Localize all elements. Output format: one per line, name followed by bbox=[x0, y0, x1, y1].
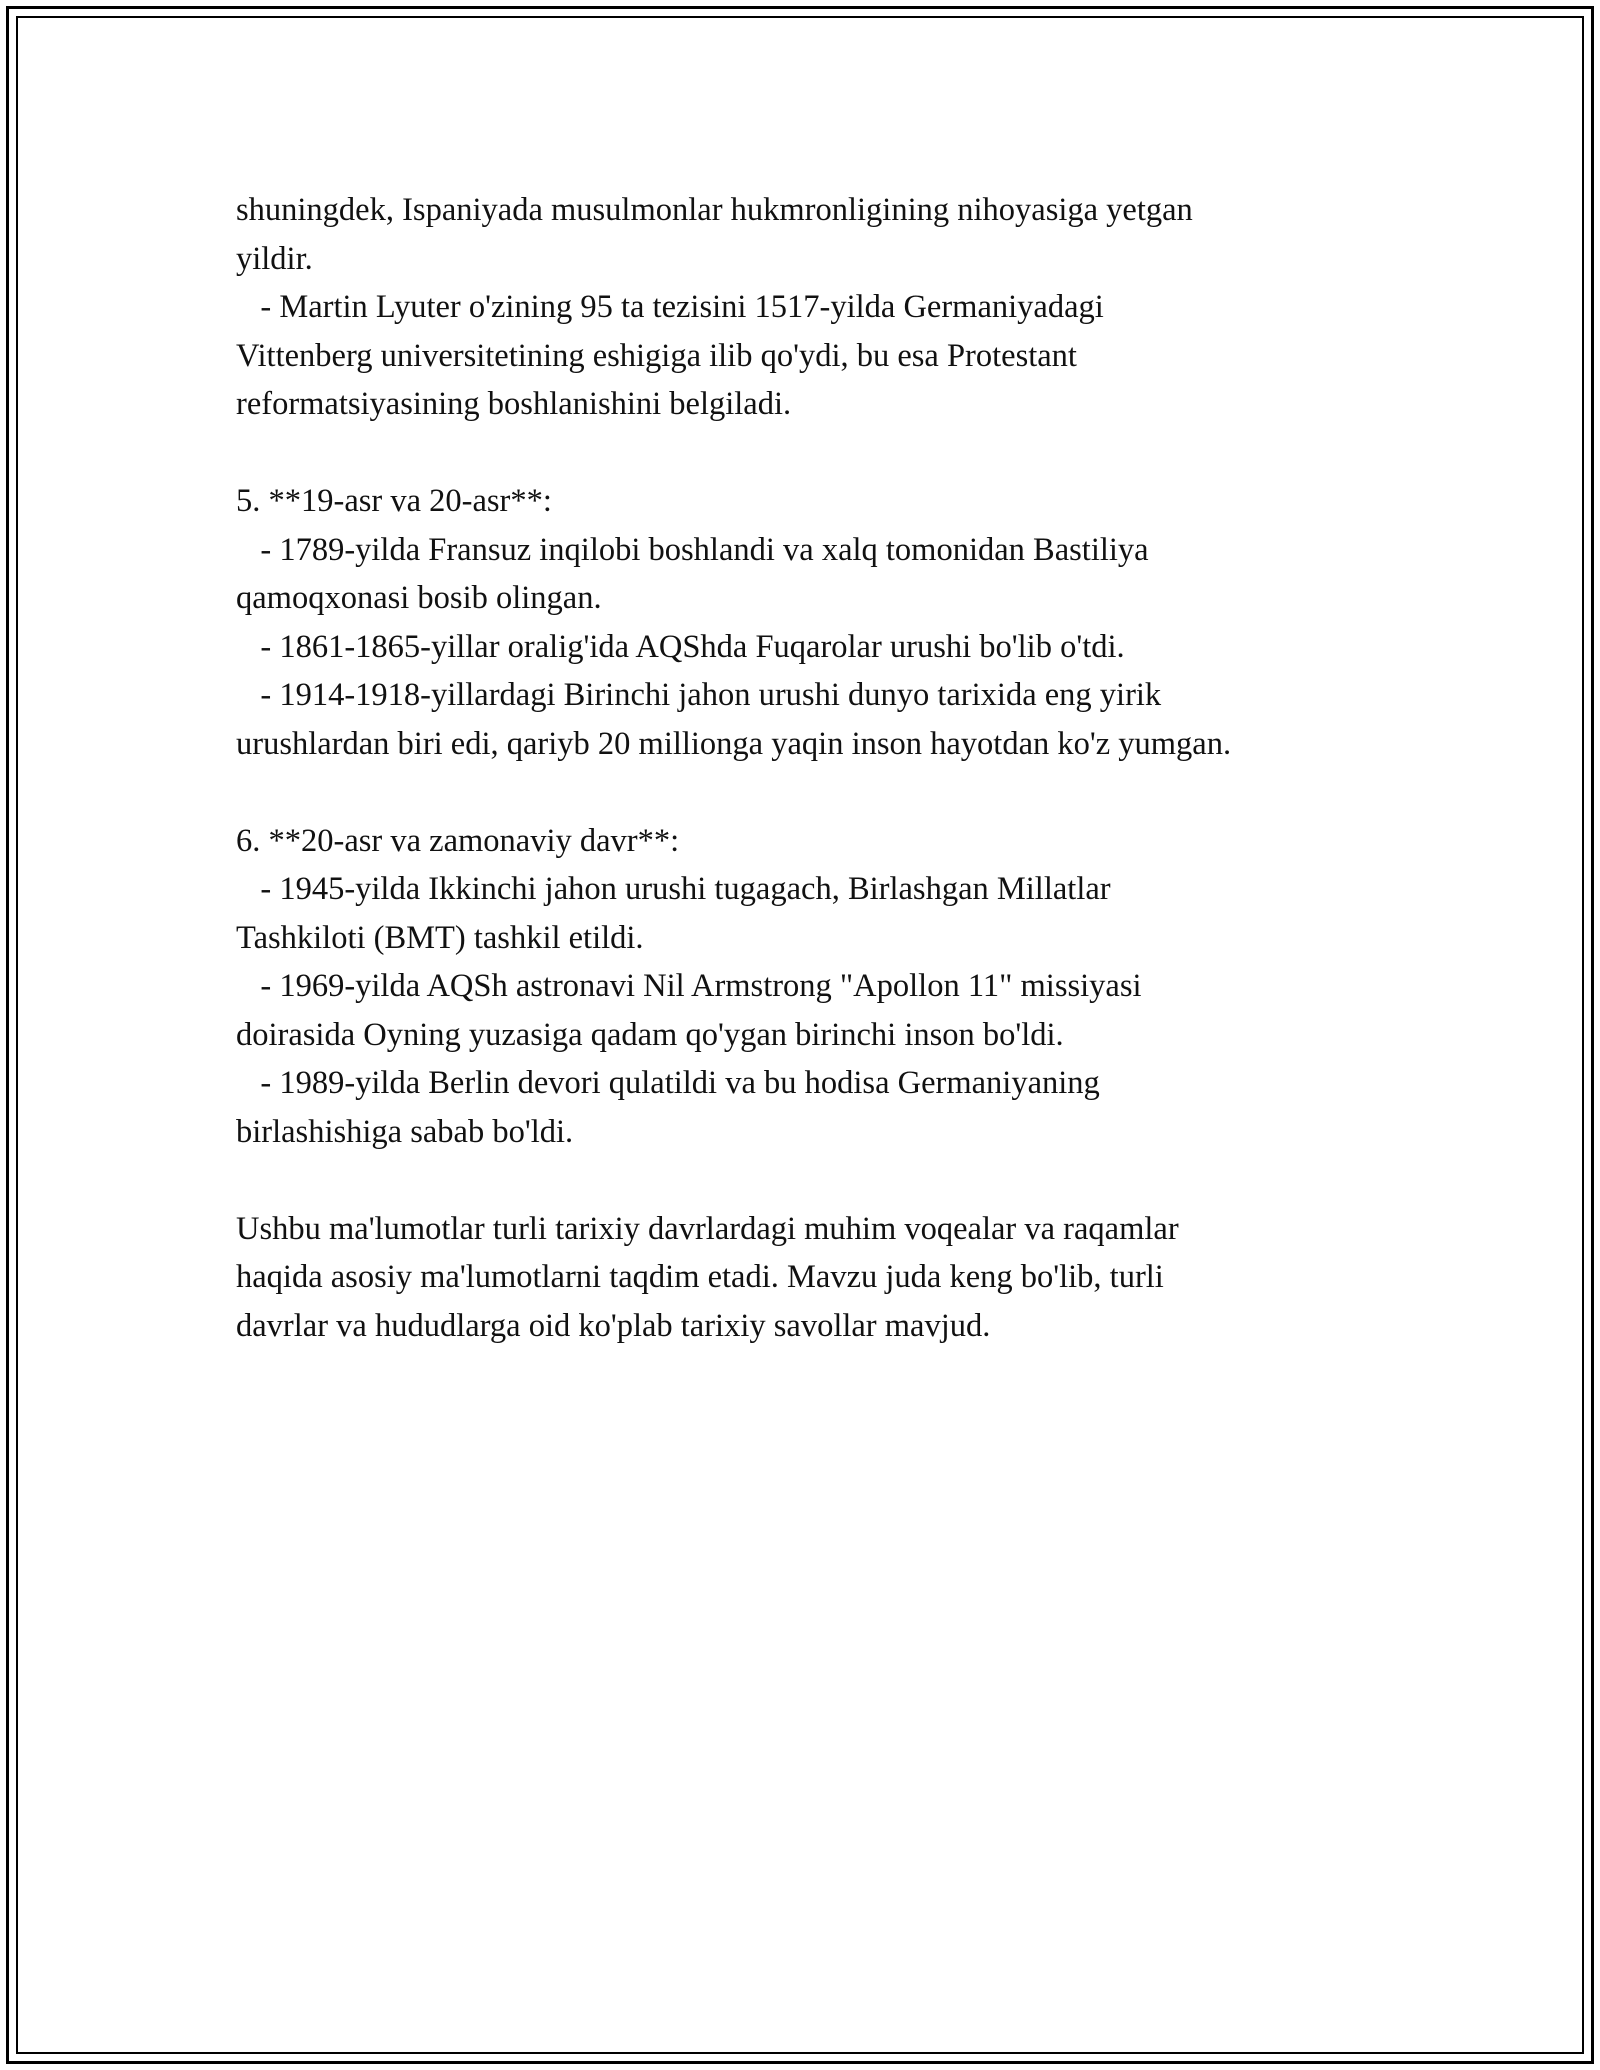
text-line: - Martin Lyuter o'zining 95 ta tezisini 1517-yilda Germaniyadagi bbox=[236, 289, 1104, 325]
text-line: shuningdek, Ispaniyada musulmonlar hukmronligining nihoyasiga yetgan bbox=[236, 192, 1193, 228]
text-line: - 1945-yilda Ikkinchi jahon urushi tugagach, Birlashgan Millatlar bbox=[236, 871, 1111, 907]
paragraph-gap bbox=[236, 429, 1376, 478]
text-line: urushlardan biri edi, qariyb 20 millionga yaqin inson hayotdan ko'z yumgan. bbox=[236, 725, 1232, 762]
section-heading-5: 5. **19-asr va 20-asr**: bbox=[236, 483, 552, 519]
text-line: doirasida Oyning yuzasiga qadam qo'ygan birinchi inson bo'ldi. bbox=[236, 1016, 1064, 1053]
paragraph-gap bbox=[236, 768, 1376, 817]
text-line: - 1914-1918-yillardagi Birinchi jahon urushi dunyo tarixida eng yirik bbox=[236, 677, 1162, 713]
text-line: - 1789-yilda Fransuz inqilobi boshlandi va xalq tomonidan Bastiliya bbox=[236, 531, 1149, 568]
section-heading-6: 6. **20-asr va zamonaviy davr**: bbox=[236, 822, 680, 859]
document-body bbox=[236, 186, 1376, 1350]
summary-line: davrlar va hududlarga oid ko'plab tarixiy savollar mavjud. bbox=[236, 1307, 991, 1344]
text-line: qamoqxonasi bosib olingan. bbox=[236, 580, 602, 616]
summary-line: Ushbu ma'lumotlar turli tarixiy davrlardagi muhim voqealar va raqamlar bbox=[236, 1210, 1179, 1247]
text-line: reformatsiyasining boshlanishini belgiladi. bbox=[236, 386, 792, 422]
summary-line: haqida asosiy ma'lumotlarni taqdim etadi. Mavzu juda keng bo'lib, turli bbox=[236, 1259, 1164, 1295]
text-line: - 1989-yilda Berlin devori qulatildi va bu hodisa Germaniyaning bbox=[236, 1065, 1100, 1101]
text-line: - 1861-1865-yillar oralig'ida AQShda Fuqarolar urushi bo'lib o'tdi. bbox=[236, 628, 1125, 665]
text-line: birlashishiga sabab bo'ldi. bbox=[236, 1113, 574, 1150]
text-line: - 1969-yilda AQSh astronavi Nil Armstrong "Apollon 11" missiyasi bbox=[236, 968, 1142, 1004]
text-line: Tashkiloti (BMT) tashkil etildi. bbox=[236, 919, 644, 956]
text-line: yildir. bbox=[236, 240, 313, 277]
text-line: Vittenberg universitetining eshigiga ilib qo'ydi, bu esa Protestant bbox=[236, 337, 1077, 374]
paragraph-gap bbox=[236, 1156, 1376, 1205]
